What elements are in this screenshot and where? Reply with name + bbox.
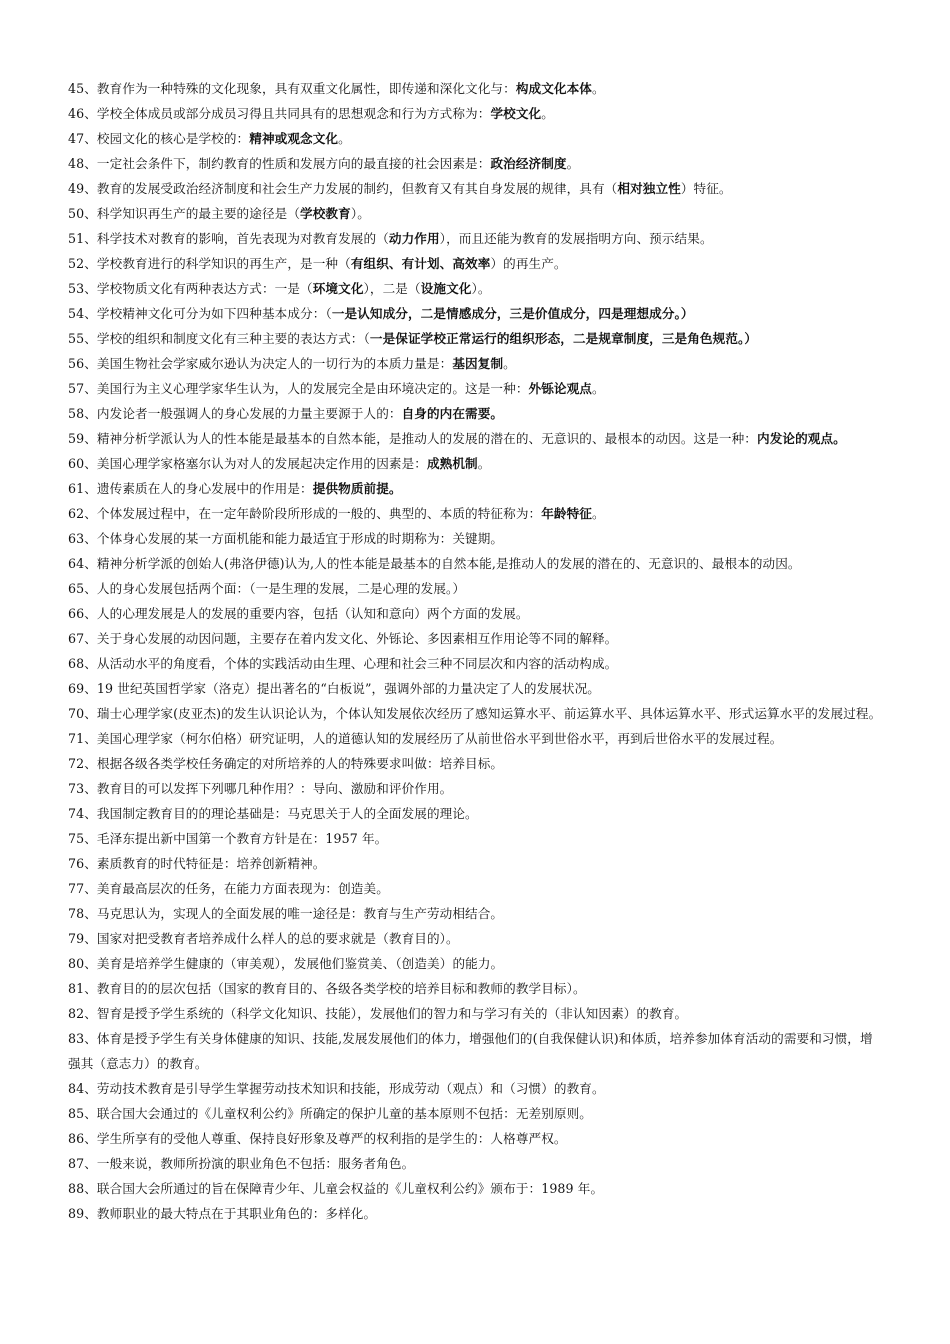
- item-list: [68, 76, 884, 1226]
- list-item: [68, 1176, 884, 1201]
- item-text: 、一般来说，教师所扮演的职业角色不包括：服务者角色。: [84, 1156, 415, 1171]
- item-text: 、人的身心发展包括两个面：（一是生理的发展，二是心理的发展。）: [84, 581, 466, 596]
- item-text: ）。: [350, 206, 370, 221]
- list-item: [68, 551, 884, 576]
- item-number: 83: [68, 1031, 85, 1046]
- list-item: [68, 401, 884, 426]
- item-number: 75: [68, 831, 85, 846]
- answer-text: 有组织、有计划、高效率: [350, 256, 491, 271]
- item-number: 56: [68, 356, 85, 371]
- list-item: [68, 176, 884, 201]
- item-number: 69: [68, 681, 85, 696]
- item-number: 84: [68, 1081, 85, 1096]
- item-number: 55: [68, 331, 85, 346]
- answer-text: 政治经济制度: [490, 156, 567, 171]
- list-item: [68, 651, 884, 676]
- item-text: 、美国行为主义心理学家华生认为，人的发展完全是由环境决定的。这是一种：: [84, 381, 529, 396]
- item-number: 47: [68, 131, 85, 146]
- item-text: 、联合国大会所通过的旨在保障青少年、儿童会权益的《儿童权利公约》颁布于：1989 年。: [84, 1181, 604, 1196]
- answer-text: 提供物质前提。: [312, 481, 402, 496]
- list-item: [68, 126, 884, 151]
- answer-text: 学校文化: [490, 106, 542, 121]
- list-item: [68, 801, 884, 826]
- item-text: ），二是（: [363, 281, 421, 296]
- item-text: 、一定社会条件下，制约教育的性质和发展方向的最直接的社会因素是：: [84, 156, 491, 171]
- item-text: 、19 世纪英国哲学家（洛克）提出著名的“白板说”，强调外部的力量决定了人的发展状况。: [84, 681, 601, 696]
- item-text: ）特征。: [680, 181, 732, 196]
- item-text: 、学校的组织和制度文化有三种主要的表达方式：（: [84, 331, 370, 346]
- item-number: 65: [68, 581, 85, 596]
- item-number: 62: [68, 506, 85, 521]
- list-item: [68, 626, 884, 651]
- item-number: 74: [68, 806, 85, 821]
- item-text: 、精神分析学派的创始人(弗洛伊德)认为,人的性本能是最基本的自然本能,是推动人的发展的潜在的、无意识的、最根本的动因。: [84, 556, 801, 571]
- item-text: 。: [592, 81, 605, 96]
- item-text: 、科学技术对教育的影响，首先表现为对教育发展的（: [84, 231, 389, 246]
- list-item: [68, 851, 884, 876]
- item-number: 45: [68, 81, 85, 96]
- item-text: 、人的心理发展是人的发展的重要内容，包括（认知和意向）两个方面的发展。: [84, 606, 529, 621]
- item-text: 、遗传素质在人的身心发展中的作用是：: [84, 481, 313, 496]
- item-number: 76: [68, 856, 85, 871]
- item-number: 48: [68, 156, 85, 171]
- item-text: 、马克思认为，实现人的全面发展的唯一途径是：教育与生产劳动相结合。: [84, 906, 504, 921]
- item-text: 、美育是培养学生健康的（审美观），发展他们鉴赏美、（创造美）的能力。: [84, 956, 504, 971]
- item-number: 82: [68, 1006, 85, 1021]
- item-text: 。: [541, 106, 554, 121]
- list-item: [68, 1101, 884, 1126]
- list-item: [68, 476, 884, 501]
- item-text: 、美育最高层次的任务，在能力方面表现为：创造美。: [84, 881, 389, 896]
- answer-text: 相对独立性: [617, 181, 681, 196]
- list-item: [68, 926, 884, 951]
- list-item: [68, 1126, 884, 1151]
- item-text: 、精神分析学派认为人的性本能是最基本的自然本能，是推动人的发展的潜在的、无意识的、最根本的动因。这是一种：: [84, 431, 758, 446]
- item-text: 、学校精神文化可分为如下四种基本成分：（: [84, 306, 332, 321]
- list-item: [68, 426, 884, 451]
- item-number: 61: [68, 481, 85, 496]
- answer-text: 基因复制: [452, 356, 504, 371]
- item-text: 、关于身心发展的动因问题，主要存在着内发文化、外铄论、多因素相互作用论等不同的解释。: [84, 631, 618, 646]
- item-number: 58: [68, 406, 85, 421]
- list-item: [68, 451, 884, 476]
- item-text: 、劳动技术教育是引导学生掌握劳动技术知识和技能，形成劳动（观点）和（习惯）的教育。: [84, 1081, 605, 1096]
- item-text: 、学校全体成员或部分成员习得且共同具有的思想观念和行为方式称为：: [84, 106, 491, 121]
- item-text: 、美国生物社会学家威尔逊认为决定人的一切行为的本质力量是：: [84, 356, 453, 371]
- item-text: 、教育的发展受政治经济制度和社会生产力发展的制约，但教育又有其自身发展的规律，具有（: [84, 181, 618, 196]
- list-item: [68, 601, 884, 626]
- item-text: 、瑞士心理学家(皮亚杰)的发生认识论认为，个体认知发展依次经历了感知运算水平、前运算水平、具体运算水平、形式运算水平的发展过程。: [84, 706, 882, 721]
- list-item: [68, 676, 884, 701]
- item-number: 71: [68, 731, 85, 746]
- item-number: 67: [68, 631, 85, 646]
- item-text: 、国家对把受教育者培养成什么样人的总的要求就是（教育目的）。: [84, 931, 459, 946]
- answer-text: 一是认知成分，二是情感成分，三是价值成分，四是理想成分。）: [331, 306, 694, 321]
- answer-text: 环境文化: [312, 281, 364, 296]
- item-text: 、教师职业的最大特点在于其职业角色的：多样化。: [84, 1206, 377, 1221]
- item-number: 57: [68, 381, 85, 396]
- list-item: [68, 351, 884, 376]
- item-text: 。: [591, 381, 605, 396]
- item-number: 89: [68, 1206, 85, 1221]
- item-text: 、联合国大会通过的《儿童权利公约》所确定的保护儿童的基本原则不包括：无差别原则。: [84, 1106, 592, 1121]
- list-item: [68, 951, 884, 976]
- item-text: ），而且还能为教育的发展指明方向、预示结果。: [439, 231, 713, 246]
- list-item: [68, 1151, 884, 1176]
- item-number: 72: [68, 756, 85, 771]
- list-item: [68, 826, 884, 851]
- list-item: [68, 526, 884, 551]
- item-text: 、个体身心发展的某一方面机能和能力最适宜于形成的时期称为：关键期。: [84, 531, 504, 546]
- item-text: 、学校教育进行的科学知识的再生产，是一种（: [84, 256, 351, 271]
- item-text: 、学生所享有的受他人尊重、保持良好形象及尊严的权利指的是学生的：人格尊严权。: [84, 1131, 567, 1146]
- list-item: [68, 751, 884, 776]
- list-item: [68, 976, 884, 1001]
- answer-text: 设施文化: [420, 281, 472, 296]
- list-item: [68, 201, 884, 226]
- item-number: 46: [68, 106, 85, 121]
- item-number: 68: [68, 656, 85, 671]
- list-item: [68, 876, 884, 901]
- item-number: 59: [68, 431, 85, 446]
- item-number: 70: [68, 706, 85, 721]
- item-text: 。: [592, 506, 605, 521]
- item-number: 81: [68, 981, 85, 996]
- item-number: 60: [68, 456, 85, 471]
- item-text: 。: [338, 131, 351, 146]
- item-text: 、教育目的的层次包括（国家的教育目的、各级各类学校的培养目标和教师的教学目标）。: [84, 981, 586, 996]
- item-text: 、科学知识再生产的最主要的途径是（: [84, 206, 301, 221]
- item-text: 、从活动水平的角度看，个体的实践活动由生理、心理和社会三种不同层次和内容的活动构成。: [84, 656, 618, 671]
- item-number: 86: [68, 1131, 85, 1146]
- answer-text: 自身的内在需要。: [401, 406, 504, 421]
- list-item: [68, 251, 884, 276]
- item-text: 、根据各级各类学校任务确定的对所培养的人的特殊要求叫做：培养目标。: [84, 756, 504, 771]
- item-number: 51: [68, 231, 85, 246]
- item-number: 85: [68, 1106, 85, 1121]
- answer-text: 构成文化本体: [515, 81, 592, 96]
- item-number: 80: [68, 956, 85, 971]
- item-text: 、美国心理学家（柯尔伯格）研究证明，人的道德认知的发展经历了从前世俗水平到世俗水平，再到后世俗水平的发展过程。: [84, 731, 783, 746]
- item-number: 63: [68, 531, 85, 546]
- item-text: 。: [566, 156, 580, 171]
- item-text: 、我国制定教育目的的理论基础是：马克思关于人的全面发展的理论。: [84, 806, 478, 821]
- list-item: [68, 1201, 884, 1226]
- item-text: 、智育是授予学生系统的（科学文化知识、技能），发展他们的智力和与学习有关的（非认知因素）的教育。: [84, 1006, 688, 1021]
- item-text: 、教育作为一种特殊的文化现象，具有双重文化属性，即传递和深化文化与：: [84, 81, 516, 96]
- item-text: 、毛泽东提出新中国第一个教育方针是在：1957 年。: [84, 831, 388, 846]
- item-number: 52: [68, 256, 85, 271]
- item-text: 、美国心理学家格塞尔认为对人的发展起决定作用的因素是：: [84, 456, 427, 471]
- item-number: 78: [68, 906, 85, 921]
- answer-text: 动力作用: [388, 231, 440, 246]
- list-item: [68, 1026, 884, 1076]
- list-item: [68, 76, 884, 101]
- item-text: 、体育是授予学生有关身体健康的知识、技能,发展发展他们的体力，增强他们的(自我保健认识)和体质，培养参加体育活动的需要和习惯，增强其（意志力）的教育。: [68, 1031, 873, 1071]
- item-number: 79: [68, 931, 85, 946]
- item-number: 73: [68, 781, 85, 796]
- item-number: 64: [68, 556, 85, 571]
- list-item: [68, 501, 884, 526]
- list-item: [68, 1001, 884, 1026]
- item-text: 、素质教育的时代特征是：培养创新精神。: [84, 856, 326, 871]
- list-item: [68, 1076, 884, 1101]
- item-text: 、教育目的可以发挥下列哪几种作用？：导向、激励和评价作用。: [84, 781, 453, 796]
- list-item: [68, 726, 884, 751]
- item-text: 。: [477, 456, 491, 471]
- item-text: 、学校物质文化有两种表达方式：一是（: [84, 281, 313, 296]
- answer-text: 精神或观念文化: [249, 131, 339, 146]
- list-item: [68, 576, 884, 601]
- item-number: 49: [68, 181, 85, 196]
- item-text: 、个体发展过程中，在一定年龄阶段所形成的一般的、典型的、本质的特征称为：: [84, 506, 542, 521]
- list-item: [68, 376, 884, 401]
- item-number: 54: [68, 306, 85, 321]
- answer-text: 内发论的观点。: [757, 431, 846, 446]
- list-item: [68, 151, 884, 176]
- item-text: ）。: [471, 281, 491, 296]
- answer-text: 年龄特征: [541, 506, 592, 521]
- item-text: 。: [503, 356, 516, 371]
- item-number: 87: [68, 1156, 85, 1171]
- list-item: [68, 701, 884, 726]
- list-item: [68, 776, 884, 801]
- list-item: [68, 326, 884, 351]
- list-item: [68, 901, 884, 926]
- item-text: 、内发论者一般强调人的身心发展的力量主要源于人的：: [84, 406, 402, 421]
- item-number: 77: [68, 881, 85, 896]
- answer-text: 成熟机制: [426, 456, 478, 471]
- answer-text: 外铄论观点: [528, 381, 592, 396]
- list-item: [68, 276, 884, 301]
- answer-text: 学校教育: [300, 206, 351, 221]
- item-number: 50: [68, 206, 85, 221]
- item-number: 53: [68, 281, 85, 296]
- item-number: 66: [68, 606, 85, 621]
- answer-text: 一是保证学校正常运行的组织形态，二是规章制度，三是角色规范。）: [369, 331, 758, 346]
- list-item: [68, 301, 884, 326]
- item-text: 、校园文化的核心是学校的：: [84, 131, 250, 146]
- list-item: [68, 226, 884, 251]
- list-item: [68, 101, 884, 126]
- item-text: ）的再生产。: [490, 256, 567, 271]
- item-number: 88: [68, 1181, 85, 1196]
